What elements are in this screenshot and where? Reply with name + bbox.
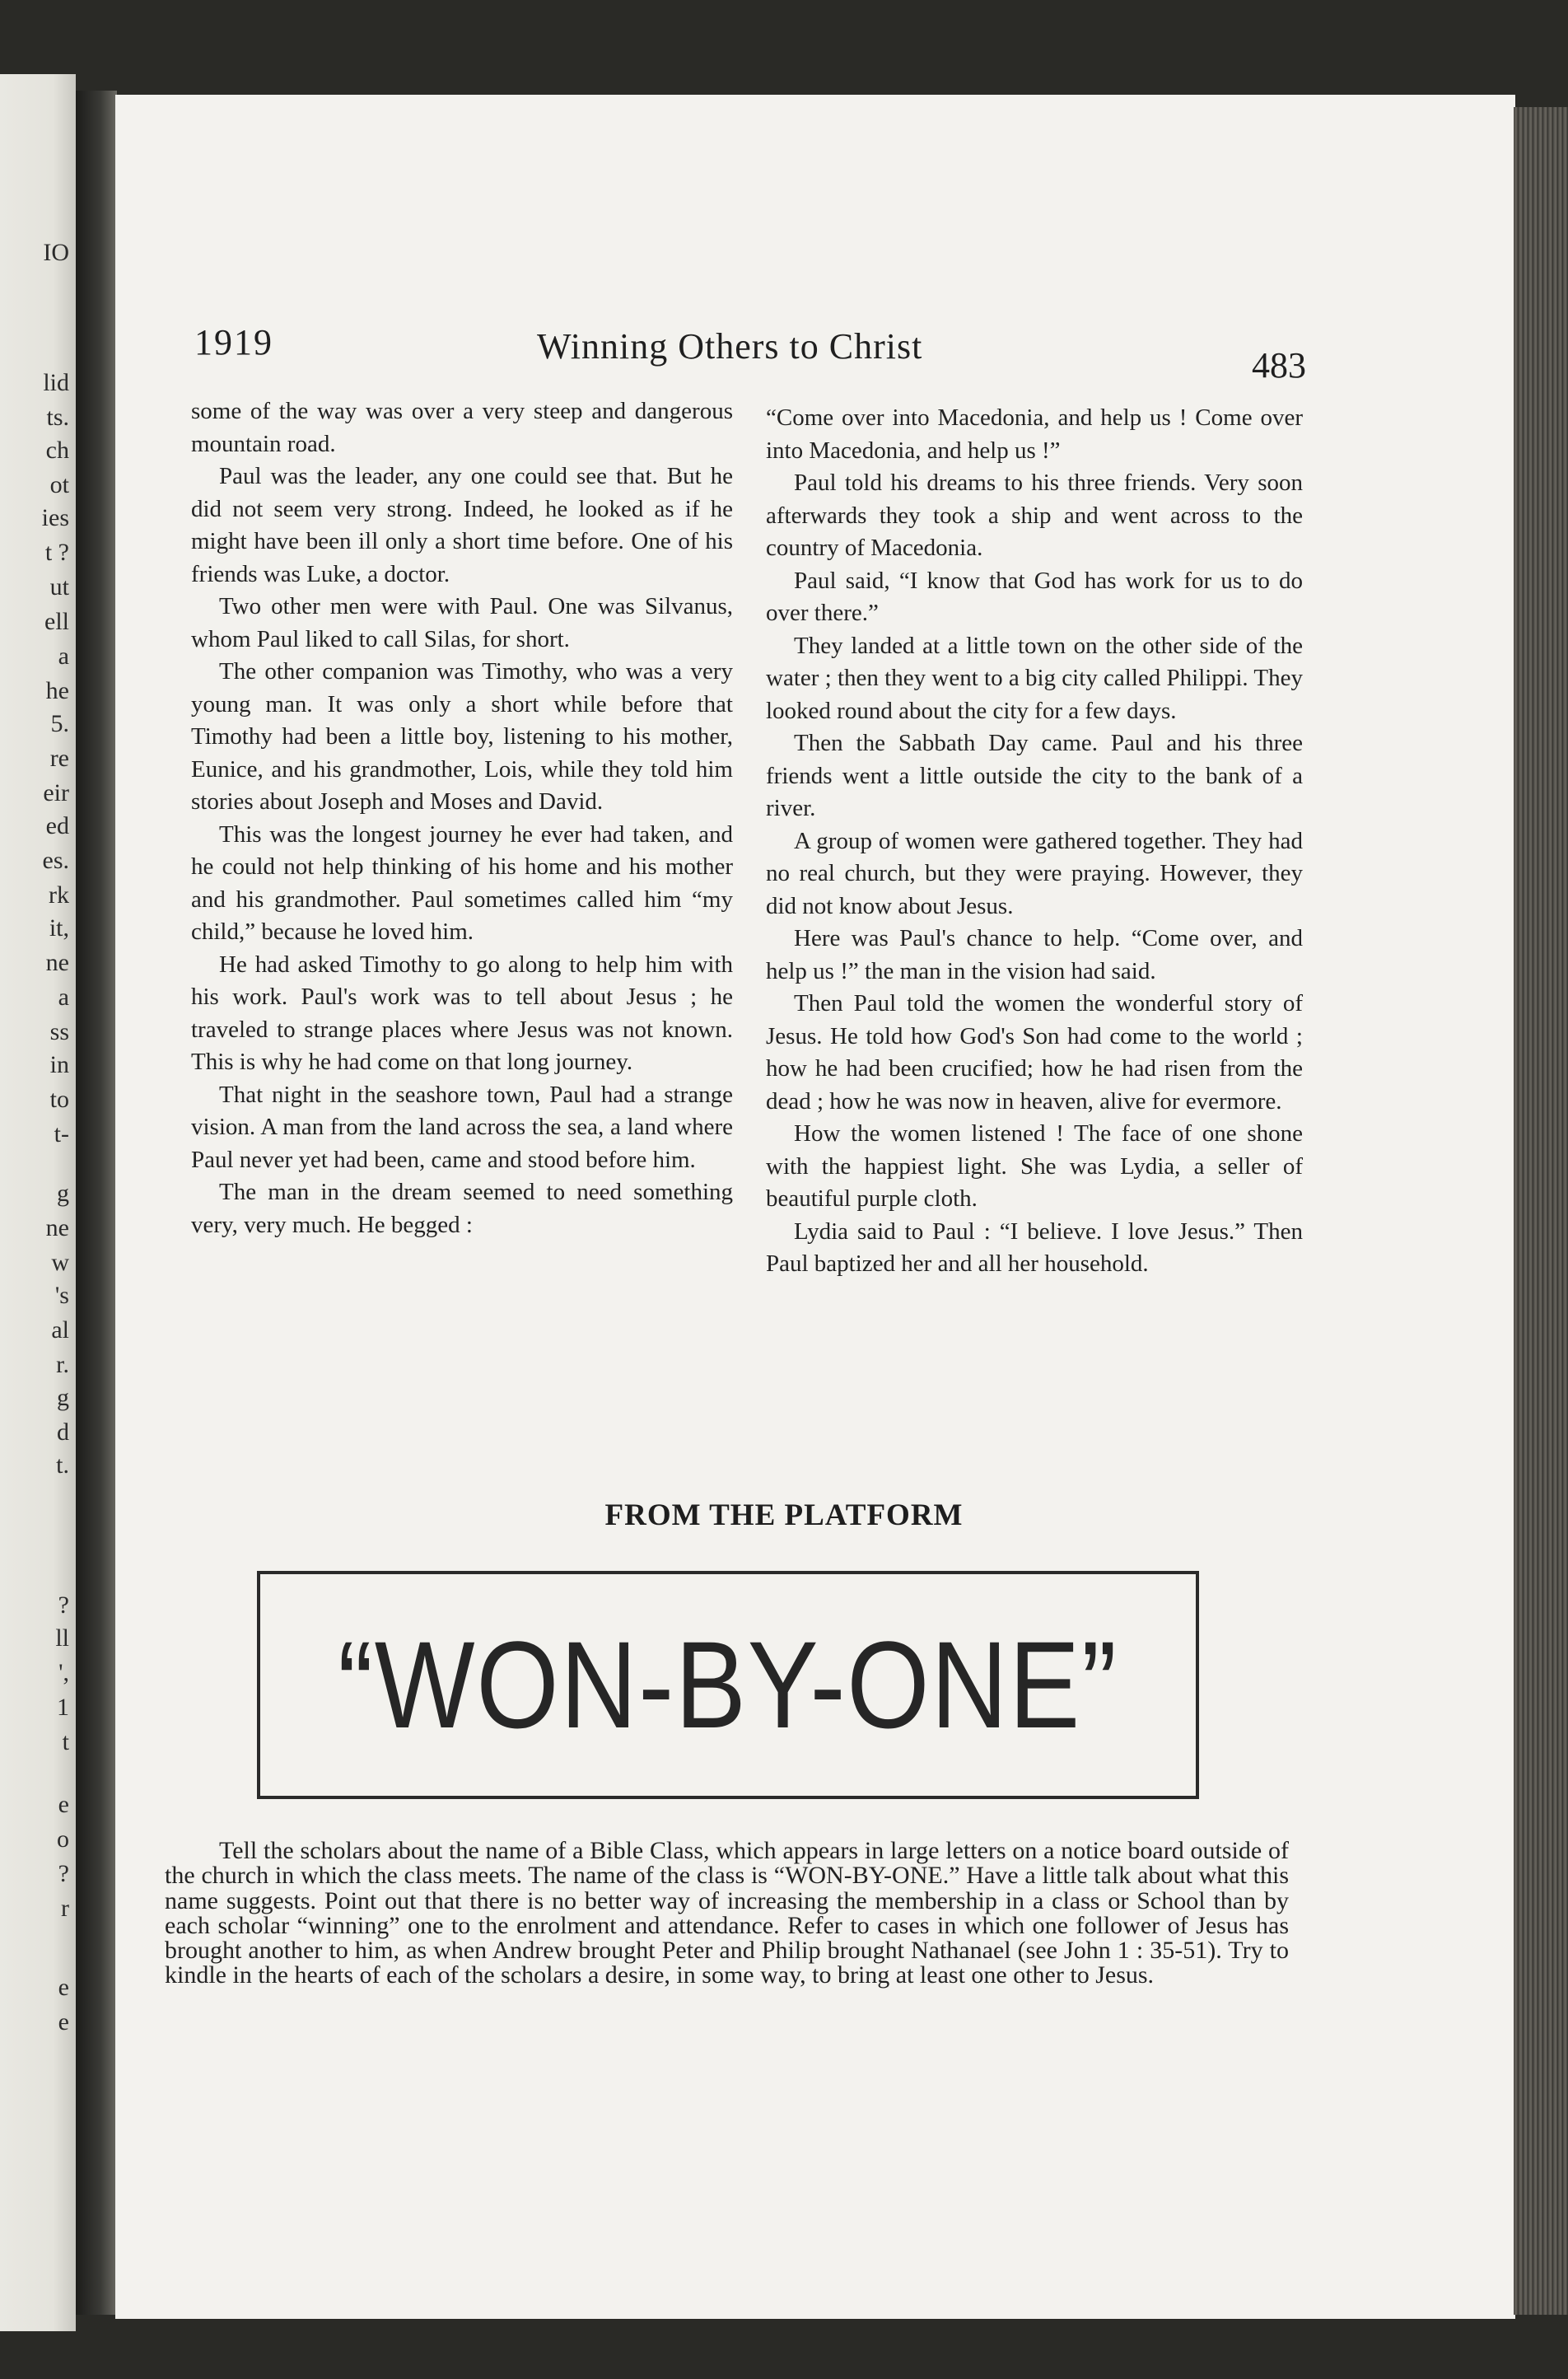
facing-page-fragment: e xyxy=(58,1974,69,2001)
page-number: 483 xyxy=(1252,345,1306,386)
left-text-column xyxy=(191,395,733,1241)
facing-page-fragment: ts. xyxy=(46,404,69,431)
facing-page-fragment: ', xyxy=(58,1659,69,1686)
facing-page-fragment: g xyxy=(57,1180,69,1207)
facing-page-fragment: d xyxy=(57,1419,69,1446)
facing-page-fragment: r xyxy=(61,1895,69,1922)
running-header-year: 1919 xyxy=(194,322,273,362)
facing-page-fragment: 1 xyxy=(57,1694,69,1721)
facing-page-fragment: rk xyxy=(49,881,69,909)
facing-page-fragment: t ? xyxy=(44,539,69,566)
facing-page-fragment: ot xyxy=(49,471,69,498)
banner-box xyxy=(257,1571,1199,1799)
paragraph: Lydia said to Paul : “I believe. I love Jesus.” Then Paul baptized her and all her household. xyxy=(766,1218,1303,1277)
facing-page-fragment: o xyxy=(57,1825,69,1853)
facing-page-fragment: ne xyxy=(45,949,69,976)
facing-page-fragment: 5. xyxy=(50,710,69,737)
facing-page-fragment: ut xyxy=(49,573,69,601)
paragraph: “Come over into Macedonia, and help us ! Come over into Macedonia, and help us !” xyxy=(766,404,1303,464)
paragraph: The other companion was Timothy, who was a very young man. It was only a short while before that Timothy had been a little boy, listening to his mother, Eunice, and his grandmother, Lois, while they told him stories about Joseph and Moses and David. xyxy=(191,658,733,815)
facing-page-fragment: t. xyxy=(56,1451,69,1479)
page-stack-edge xyxy=(1514,107,1568,2315)
facing-page-fragment: ell xyxy=(44,608,69,635)
facing-page-fragment: it, xyxy=(49,914,69,942)
paragraph: They landed at a little town on the other side of the water ; then they went to a big city called Philippi. They looked round about the city for a few days. xyxy=(766,632,1303,724)
banner-title: “WON-BY-ONE” xyxy=(338,1615,1118,1754)
facing-page-edge xyxy=(0,74,76,2331)
paragraph: Paul told his dreams to his three friends. Very soon afterwards they took a ship and went across to the country of Macedonia. xyxy=(766,470,1303,561)
paragraph: some of the way was over a very steep and dangerous mountain road. xyxy=(191,398,733,457)
section-heading: FROM THE PLATFORM xyxy=(604,1498,964,1532)
facing-page-fragment: ll xyxy=(55,1624,69,1652)
facing-page-fragment: to xyxy=(49,1086,69,1113)
facing-page-fragment: ne xyxy=(45,1214,69,1241)
paragraph: This was the longest journey he ever had taken, and he could not help thinking of his home and his mother and his grandmother. Paul sometimes called him “my child,” because he loved him. xyxy=(191,820,733,945)
facing-page-fragment: es. xyxy=(42,847,69,874)
paragraph: Then Paul told the women the wonderful story of Jesus. He told how God's Son had come to the world ; how he had been crucified; how he had risen from the dead ; how he was now in heaven, alive for evermore. xyxy=(766,990,1303,1115)
facing-page-fragment: t xyxy=(62,1728,69,1755)
facing-page-fragment: g xyxy=(57,1384,69,1411)
facing-page-fragment: ies xyxy=(41,504,69,531)
facing-page-fragment: e xyxy=(58,2008,69,2035)
paragraph: The man in the dream seemed to need something very, very much. He begged : xyxy=(191,1179,733,1238)
facing-page-fragment: a xyxy=(58,643,69,670)
facing-page-fragment: eir xyxy=(43,779,69,806)
platform-paragraph xyxy=(165,1839,1289,1989)
facing-page-fragment: ed xyxy=(45,812,69,839)
facing-page-fragment: 's xyxy=(54,1282,69,1309)
facing-page-fragment: in xyxy=(49,1051,69,1078)
paragraph: Paul said, “I know that God has work for us to do over there.” xyxy=(766,567,1303,626)
paragraph: How the women listened ! The face of one shone with the happiest light. She was Lydia, a seller of beautiful purple cloth. xyxy=(766,1120,1303,1212)
facing-page-fragment: al xyxy=(51,1316,69,1344)
paragraph: Two other men were with Paul. One was Silvanus, whom Paul liked to call Silas, for short. xyxy=(191,593,733,652)
facing-page-fragment: ? xyxy=(58,1860,69,1887)
facing-page-fragment: e xyxy=(58,1791,69,1818)
facing-page-fragment: re xyxy=(49,745,69,772)
paragraph: He had asked Timothy to go along to help him with his work. Paul's work was to tell about Jesus ; he traveled to strange places where Jesus was not known. This is why he had come on that long journey. xyxy=(191,951,733,1075)
right-text-column xyxy=(766,402,1303,1281)
paragraph: Then the Sabbath Day came. Paul and his three friends went a little outside the city to the bank of a river. xyxy=(766,730,1303,821)
facing-page-fragment: ? xyxy=(58,1591,69,1619)
paragraph: A group of women were gathered together. They had no real church, but they were praying. However, they did not know about Jesus. xyxy=(766,827,1303,919)
paragraph: That night in the seashore town, Paul had a strange vision. A man from the land across the sea, a land where Paul never yet had been, came and stood before him. xyxy=(191,1081,733,1173)
paragraph: Paul was the leader, any one could see that. But he did not seem very strong. Indeed, he looked as if he might have been ill only a short time before. One of his friends was Luke, a doctor. xyxy=(191,463,733,587)
facing-page-fragment: w xyxy=(51,1249,69,1276)
facing-page-fragment: t- xyxy=(54,1120,69,1147)
facing-page-fragment: r. xyxy=(56,1351,69,1378)
facing-page-fragment: he xyxy=(45,677,69,704)
facing-page-fragment: ch xyxy=(45,437,69,464)
facing-page-fragment: IO xyxy=(43,239,69,266)
running-header-title: Winning Others to Christ xyxy=(537,326,923,367)
facing-page-fragment: ss xyxy=(49,1018,69,1045)
paragraph: Here was Paul's chance to help. “Come over, and help us !” the man in the vision had said. xyxy=(766,925,1303,984)
book-gutter xyxy=(76,91,117,2315)
paragraph: Tell the scholars about the name of a Bible Class, which appears in large letters on a notice board outside of the church in which the class meets. The name of the class is “WON-BY-ONE.” Have a little talk about what this name suggests. Point out that there is no better way of increasing the membership in a class or School than by each scholar “winning” one to the enrolment and attendance. Refer to cases in which one follower of Jesus has brought another to him, as when Andrew brought Peter and Philip brought Nathanael (see John 1 : 35-51). Try to kindle in the hearts of each of the scholars a desire, in some way, to bring at least one other to Jesus. xyxy=(165,1837,1289,1989)
facing-page-fragment: lid xyxy=(43,369,69,396)
facing-page-fragment: a xyxy=(58,984,69,1011)
